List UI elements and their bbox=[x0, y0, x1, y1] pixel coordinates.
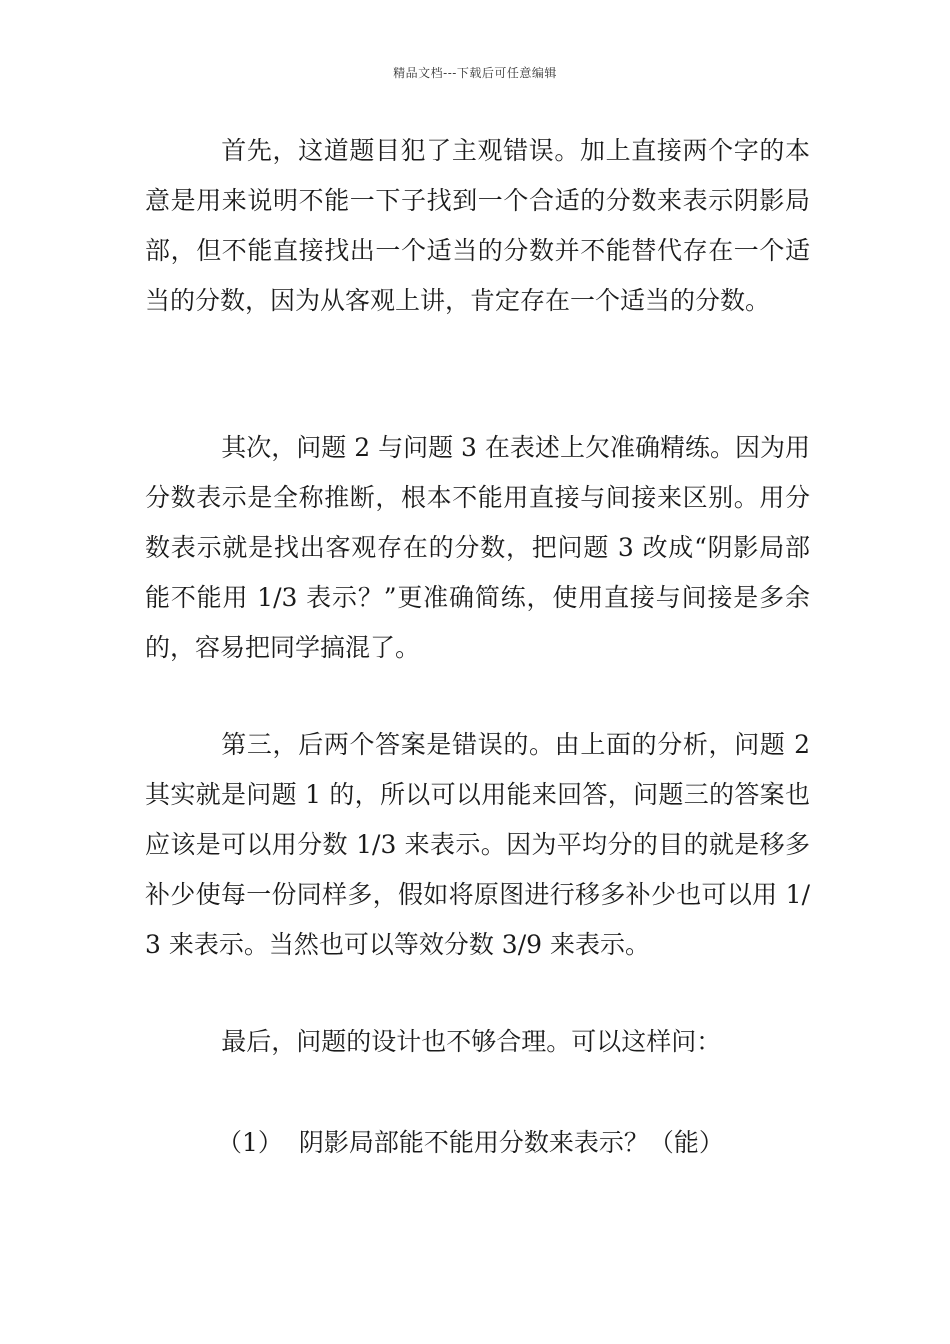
paragraph-first bbox=[145, 126, 810, 326]
paragraph-text: 首先，这道题目犯了主观错误。加上直接两个字的本意是用来说明不能一下子找到一个合适的分数来表示阴影局部，但不能直接找出一个适当的分数并不能替代存在一个适当的分数，因为从客观上讲，肯定存在一个适当的分数。 bbox=[145, 136, 810, 315]
paragraph-second bbox=[145, 423, 810, 673]
list-item-text: 阴影局部能不能用分数来表示？（能） bbox=[298, 1128, 724, 1157]
paragraph-third bbox=[145, 720, 810, 970]
page-header: 精品文档---下载后可任意编辑 bbox=[393, 66, 557, 80]
paragraph-last bbox=[145, 1017, 810, 1067]
paragraph-text: 最后，问题的设计也不够合理。可以这样问： bbox=[221, 1027, 722, 1056]
list-item bbox=[145, 1118, 810, 1168]
paragraph-text: 第三，后两个答案是错误的。由上面的分析，问题 2 其实就是问题 1 的，所以可以用能来回答，问题三的答案也应该是可以用分数 1/3 来表示。因为平均分的目的就是移多补少使每一份同样多，假如将原图进行移多补少也可以用 1/3 来表示。当然也可以等效分数 3/9 来表示。 bbox=[145, 730, 810, 959]
question-list bbox=[145, 1118, 810, 1168]
paragraph-text: 其次，问题 2 与问题 3 在表述上欠准确精练。因为用分数表示是全称推断，根本不能用直接与间接来区别。用分数表示就是找出客观存在的分数，把问题 3 改成“阴影局部能不能用 1/3 表示？”更准确简练，使用直接与间接是多余的，容易把同学搞混了。 bbox=[145, 433, 810, 662]
list-item-number: （1） bbox=[217, 1128, 283, 1157]
